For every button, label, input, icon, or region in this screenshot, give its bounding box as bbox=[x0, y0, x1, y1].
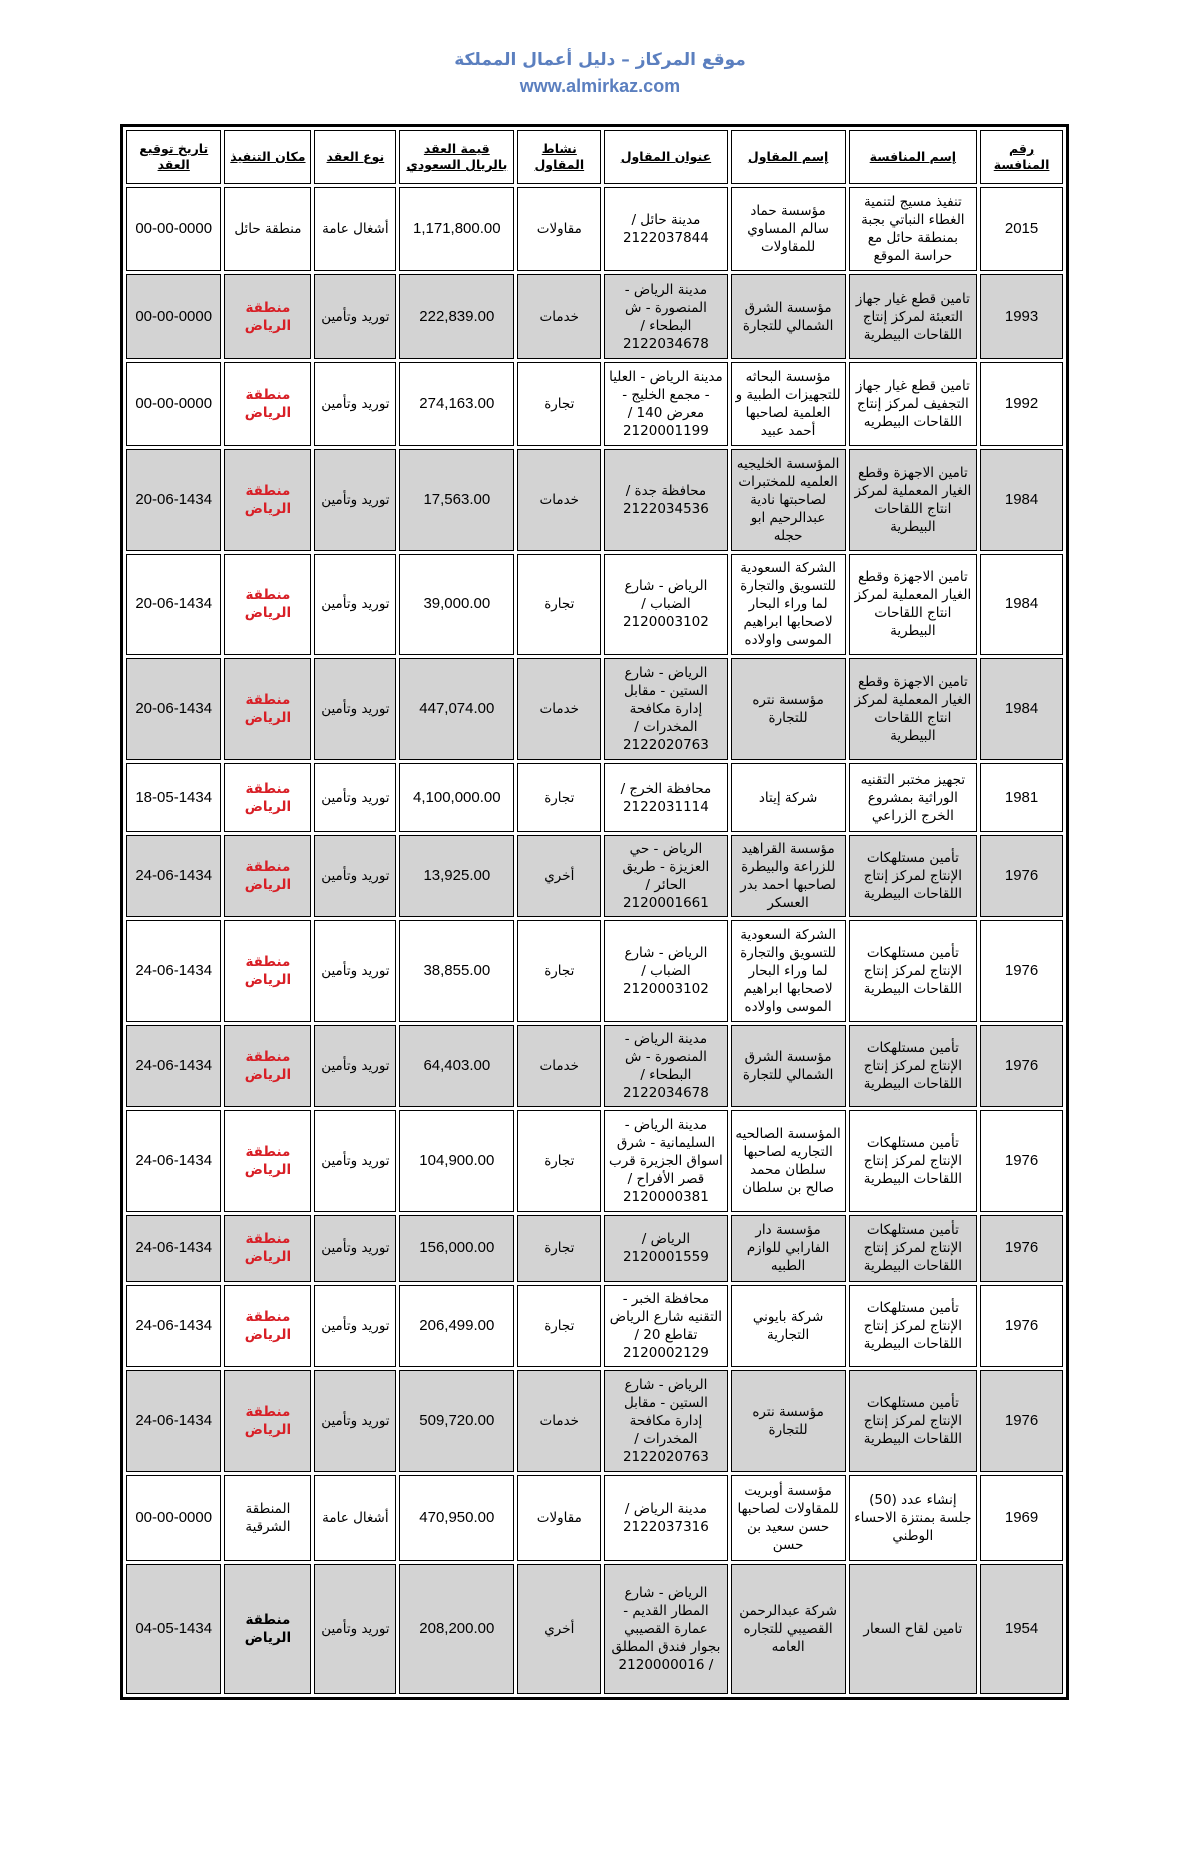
cell-activity: تجارة bbox=[517, 1285, 601, 1367]
cell-date: 24-06-1434 bbox=[126, 1110, 221, 1212]
table-header-row bbox=[126, 130, 1063, 184]
cell-date: 00-00-0000 bbox=[126, 1475, 221, 1562]
cell-contractor: شركة بايوني التجارية bbox=[731, 1285, 846, 1367]
cell-type: توريد وتأمين bbox=[314, 554, 396, 656]
col-header-number: رقم المنافسة bbox=[980, 130, 1063, 184]
cell-date: 20-06-1434 bbox=[126, 658, 221, 760]
contracts-table-frame bbox=[120, 124, 1069, 1700]
cell-address: الرياض - شارع الستين - مقابل إدارة مكافحة المخدرات / 2122020763 bbox=[604, 658, 727, 760]
cell-type: توريد وتأمين bbox=[314, 1370, 396, 1472]
cell-contractor: مؤسسة نتره للتجارة bbox=[731, 658, 846, 760]
cell-value: 17,563.00 bbox=[399, 449, 514, 551]
cell-tender: تامين الاجهزة وقطع الغيار المعملية لمركز انتاج اللقاحات البيطرية bbox=[849, 658, 978, 760]
cell-contractor: شركة عبدالرحمن القصيبي للتجاره العامه bbox=[731, 1564, 846, 1694]
table-row bbox=[126, 274, 1063, 358]
cell-value: 470,950.00 bbox=[399, 1475, 514, 1562]
cell-type: توريد وتأمين bbox=[314, 274, 396, 358]
cell-contractor: مؤسسة أوبريت للمقاولات لصاحبها حسن سعيد بن حسن bbox=[731, 1475, 846, 1562]
cell-tender: تجهيز مختبر التقنيه الوراثية بمشروع الخرج الزراعي bbox=[849, 763, 978, 832]
cell-date: 24-06-1434 bbox=[126, 1285, 221, 1367]
page-header bbox=[0, 48, 1200, 98]
cell-place: منطقة الرياض bbox=[224, 449, 311, 551]
cell-tender: إنشاء عدد (50) جلسة بمنتزة الاحساء الوطني bbox=[849, 1475, 978, 1562]
cell-address: مدينة حائل / 2122037844 bbox=[604, 187, 727, 271]
contracts-table bbox=[123, 127, 1066, 1697]
cell-contractor: الشركة السعودية للتسويق والتجارة لما وراء البحار لاصحابها ابراهيم الموسى واولاده bbox=[731, 920, 846, 1022]
cell-address: الرياض - شارع المطار القديم - عمارة القصيبي بجوار فندق المطلق / 2120000016 bbox=[604, 1564, 727, 1694]
col-header-value: قيمة العقد بالريال السعودي bbox=[399, 130, 514, 184]
cell-value: 4,100,000.00 bbox=[399, 763, 514, 832]
cell-tender: تأمين مستلهكات الإنتاج لمركز إنتاج اللقاحات البيطرية bbox=[849, 1370, 978, 1472]
col-header-contractor: إسم المقاول bbox=[731, 130, 846, 184]
cell-address: الرياض - شارع الضباب / 2120003102 bbox=[604, 920, 727, 1022]
cell-place: منطقة حائل bbox=[224, 187, 311, 271]
col-header-place: مكان التنفيذ bbox=[224, 130, 311, 184]
cell-address: مدينة الرياض / 2122037316 bbox=[604, 1475, 727, 1562]
cell-value: 13,925.00 bbox=[399, 835, 514, 917]
cell-value: 509,720.00 bbox=[399, 1370, 514, 1472]
cell-place: منطقة الرياض bbox=[224, 554, 311, 656]
table-row bbox=[126, 449, 1063, 551]
cell-type: توريد وتأمين bbox=[314, 1110, 396, 1212]
cell-value: 38,855.00 bbox=[399, 920, 514, 1022]
col-header-date: تاريخ توقيع العقد bbox=[126, 130, 221, 184]
cell-activity: أخري bbox=[517, 835, 601, 917]
table-row bbox=[126, 763, 1063, 832]
cell-date: 24-06-1434 bbox=[126, 835, 221, 917]
cell-number: 1976 bbox=[980, 835, 1063, 917]
cell-type: أشغال عامة bbox=[314, 187, 396, 271]
cell-activity: تجارة bbox=[517, 1215, 601, 1282]
table-row bbox=[126, 187, 1063, 271]
cell-place: منطقة الرياض bbox=[224, 1110, 311, 1212]
table-row bbox=[126, 1215, 1063, 1282]
cell-date: 20-06-1434 bbox=[126, 449, 221, 551]
cell-address: الرياض - شارع الضباب / 2120003102 bbox=[604, 554, 727, 656]
col-header-tender: إسم المنافسة bbox=[849, 130, 978, 184]
cell-tender: تامين لقاح السعار bbox=[849, 1564, 978, 1694]
table-row bbox=[126, 1025, 1063, 1107]
cell-contractor: مؤسسة حماد سالم المساوي للمقاولات bbox=[731, 187, 846, 271]
cell-type: توريد وتأمين bbox=[314, 658, 396, 760]
site-title: موقع المركاز – دليل أعمال المملكة bbox=[454, 50, 746, 70]
cell-type: توريد وتأمين bbox=[314, 449, 396, 551]
cell-tender: تامين الاجهزة وقطع الغيار المعملية لمركز انتاج اللقاحات البيطرية bbox=[849, 449, 978, 551]
cell-contractor: مؤسسة القراهيد للزراعة والبيطرة لصاحبها احمد بدر العسكر bbox=[731, 835, 846, 917]
cell-type: توريد وتأمين bbox=[314, 763, 396, 832]
cell-number: 1954 bbox=[980, 1564, 1063, 1694]
cell-number: 1984 bbox=[980, 449, 1063, 551]
cell-address: الرياض - شارع الستين - مقابل إدارة مكافحة المخدرات / 2122020763 bbox=[604, 1370, 727, 1472]
cell-activity: خدمات bbox=[517, 658, 601, 760]
table-row bbox=[126, 1475, 1063, 1562]
cell-place: منطقة الرياض bbox=[224, 1285, 311, 1367]
cell-type: توريد وتأمين bbox=[314, 835, 396, 917]
cell-type: أشغال عامة bbox=[314, 1475, 396, 1562]
cell-number: 1992 bbox=[980, 362, 1063, 446]
cell-activity: تجارة bbox=[517, 920, 601, 1022]
cell-value: 156,000.00 bbox=[399, 1215, 514, 1282]
cell-date: 00-00-0000 bbox=[126, 362, 221, 446]
table-row bbox=[126, 1285, 1063, 1367]
table-row bbox=[126, 835, 1063, 917]
cell-activity: خدمات bbox=[517, 1025, 601, 1107]
table-row bbox=[126, 1110, 1063, 1212]
col-header-address: عنوان المقاول bbox=[604, 130, 727, 184]
col-header-activity: نشاط المقاول bbox=[517, 130, 601, 184]
cell-place: منطقة الرياض bbox=[224, 658, 311, 760]
cell-address: الرياض - حي العزيزة - طريق الحائر / 2120001661 bbox=[604, 835, 727, 917]
cell-place: منطقة الرياض bbox=[224, 362, 311, 446]
cell-tender: تأمين مستلهكات الإنتاج لمركز إنتاج اللقاحات البيطرية bbox=[849, 1215, 978, 1282]
site-url[interactable]: www.almirkaz.com bbox=[519, 76, 681, 96]
cell-address: محافظة الخرج / 2122031114 bbox=[604, 763, 727, 832]
cell-date: 20-06-1434 bbox=[126, 554, 221, 656]
cell-address: محافظة الخبر - التقنيه شارع الرياض تقاطع 20 / 2120002129 bbox=[604, 1285, 727, 1367]
cell-activity: خدمات bbox=[517, 1370, 601, 1472]
cell-value: 208,200.00 bbox=[399, 1564, 514, 1694]
cell-activity: تجارة bbox=[517, 1110, 601, 1212]
cell-date: 24-06-1434 bbox=[126, 1370, 221, 1472]
cell-place: المنطقة الشرقية bbox=[224, 1475, 311, 1562]
cell-contractor: المؤسسة الصالحيه التجاريه لصاحبها سلطان محمد صالح بن سلطان bbox=[731, 1110, 846, 1212]
cell-place: منطقة الرياض bbox=[224, 1025, 311, 1107]
cell-address: الرياض / 2120001559 bbox=[604, 1215, 727, 1282]
cell-number: 1993 bbox=[980, 274, 1063, 358]
cell-activity: تجارة bbox=[517, 362, 601, 446]
cell-tender: تنفيذ مسيج لتنمية الغطاء النباتي بجبة بمنطقة حائل مع حراسة الموقع bbox=[849, 187, 978, 271]
cell-contractor: مؤسسة الشرق الشمالي للتجارة bbox=[731, 1025, 846, 1107]
cell-date: 24-06-1434 bbox=[126, 1215, 221, 1282]
cell-contractor: مؤسسة الشرق الشمالي للتجارة bbox=[731, 274, 846, 358]
cell-value: 1,171,800.00 bbox=[399, 187, 514, 271]
cell-contractor: شركة إيتاد bbox=[731, 763, 846, 832]
table-row bbox=[126, 1370, 1063, 1472]
cell-contractor: مؤسسة نتره للتجارة bbox=[731, 1370, 846, 1472]
cell-number: 1976 bbox=[980, 920, 1063, 1022]
cell-activity: مقاولات bbox=[517, 187, 601, 271]
cell-type: توريد وتأمين bbox=[314, 362, 396, 446]
col-header-type: نوع العقد bbox=[314, 130, 396, 184]
table-row bbox=[126, 362, 1063, 446]
cell-number: 1969 bbox=[980, 1475, 1063, 1562]
cell-address: مدينة الرياض - العليا - مجمع الخليج - معرض 140 / 2120001199 bbox=[604, 362, 727, 446]
cell-date: 00-00-0000 bbox=[126, 187, 221, 271]
cell-type: توريد وتأمين bbox=[314, 1215, 396, 1282]
table-row bbox=[126, 920, 1063, 1022]
cell-place: منطقة الرياض bbox=[224, 274, 311, 358]
cell-number: 1984 bbox=[980, 554, 1063, 656]
cell-number: 1976 bbox=[980, 1025, 1063, 1107]
cell-date: 04-05-1434 bbox=[126, 1564, 221, 1694]
cell-value: 274,163.00 bbox=[399, 362, 514, 446]
cell-tender: تأمين مستلهكات الإنتاج لمركز إنتاج اللقاحات البيطرية bbox=[849, 835, 978, 917]
cell-address: مدينة الرياض - المنصورة - ش البطحاء / 2122034678 bbox=[604, 274, 727, 358]
cell-date: 00-00-0000 bbox=[126, 274, 221, 358]
cell-address: مدينة الرياض - المنصورة - ش البطحاء / 2122034678 bbox=[604, 1025, 727, 1107]
cell-number: 1981 bbox=[980, 763, 1063, 832]
cell-place: منطقة الرياض bbox=[224, 920, 311, 1022]
table-row bbox=[126, 658, 1063, 760]
cell-number: 1976 bbox=[980, 1285, 1063, 1367]
cell-activity: تجارة bbox=[517, 554, 601, 656]
cell-place: منطقة الرياض bbox=[224, 1370, 311, 1472]
cell-activity: مقاولات bbox=[517, 1475, 601, 1562]
cell-type: توريد وتأمين bbox=[314, 920, 396, 1022]
table-row bbox=[126, 1564, 1063, 1694]
cell-type: توريد وتأمين bbox=[314, 1564, 396, 1694]
cell-activity: تجارة bbox=[517, 763, 601, 832]
cell-number: 1976 bbox=[980, 1110, 1063, 1212]
cell-type: توريد وتأمين bbox=[314, 1025, 396, 1107]
cell-date: 18-05-1434 bbox=[126, 763, 221, 832]
table-row bbox=[126, 554, 1063, 656]
cell-value: 447,074.00 bbox=[399, 658, 514, 760]
cell-tender: تامين قطع غيار جهاز التعبئة لمركز إنتاج اللقاحات البيطرية bbox=[849, 274, 978, 358]
cell-place: منطقة الرياض bbox=[224, 1564, 311, 1694]
cell-value: 206,499.00 bbox=[399, 1285, 514, 1367]
cell-address: محافظة جدة / 2122034536 bbox=[604, 449, 727, 551]
cell-activity: أخري bbox=[517, 1564, 601, 1694]
cell-contractor: الشركة السعودية للتسويق والتجارة لما وراء البحار لاصحابها ابراهيم الموسى واولاده bbox=[731, 554, 846, 656]
cell-place: منطقة الرياض bbox=[224, 835, 311, 917]
cell-number: 1984 bbox=[980, 658, 1063, 760]
cell-tender: تامين قطع غيار جهاز التجفيف لمركز إنتاج اللقاحات البيطريه bbox=[849, 362, 978, 446]
cell-date: 24-06-1434 bbox=[126, 920, 221, 1022]
cell-contractor: مؤسسة دار الفارابي للوازم الطبيه bbox=[731, 1215, 846, 1282]
cell-number: 2015 bbox=[980, 187, 1063, 271]
cell-tender: تأمين مستلهكات الإنتاج لمركز إنتاج اللقاحات البيطرية bbox=[849, 1285, 978, 1367]
cell-value: 64,403.00 bbox=[399, 1025, 514, 1107]
cell-tender: تأمين مستلهكات الإنتاج لمركز إنتاج اللقاحات البيطرية bbox=[849, 920, 978, 1022]
cell-activity: خدمات bbox=[517, 449, 601, 551]
cell-address: مدينة الرياض - السليمانية - شرق اسواق الجزيرة قرب قصر الأفراح / 2120000381 bbox=[604, 1110, 727, 1212]
cell-tender: تأمين مستلهكات الإنتاج لمركز إنتاج اللقاحات البيطرية bbox=[849, 1025, 978, 1107]
cell-value: 222,839.00 bbox=[399, 274, 514, 358]
cell-value: 39,000.00 bbox=[399, 554, 514, 656]
cell-tender: تأمين مستلهكات الإنتاج لمركز إنتاج اللقاحات البيطرية bbox=[849, 1110, 978, 1212]
cell-contractor: مؤسسة البحاثه للتجهيزات الطبية و العلمية لصاحبها أحمد عبيد bbox=[731, 362, 846, 446]
cell-number: 1976 bbox=[980, 1370, 1063, 1472]
cell-date: 24-06-1434 bbox=[126, 1025, 221, 1107]
cell-contractor: المؤسسة الخليجيه العلميه للمختبرات لصاحبتها نادية عبدالرحيم ابو حجله bbox=[731, 449, 846, 551]
cell-type: توريد وتأمين bbox=[314, 1285, 396, 1367]
cell-number: 1976 bbox=[980, 1215, 1063, 1282]
cell-place: منطقة الرياض bbox=[224, 1215, 311, 1282]
cell-tender: تامين الاجهزة وقطع الغيار المعملية لمركز انتاج اللقاحات البيطرية bbox=[849, 554, 978, 656]
cell-value: 104,900.00 bbox=[399, 1110, 514, 1212]
cell-place: منطقة الرياض bbox=[224, 763, 311, 832]
cell-activity: خدمات bbox=[517, 274, 601, 358]
